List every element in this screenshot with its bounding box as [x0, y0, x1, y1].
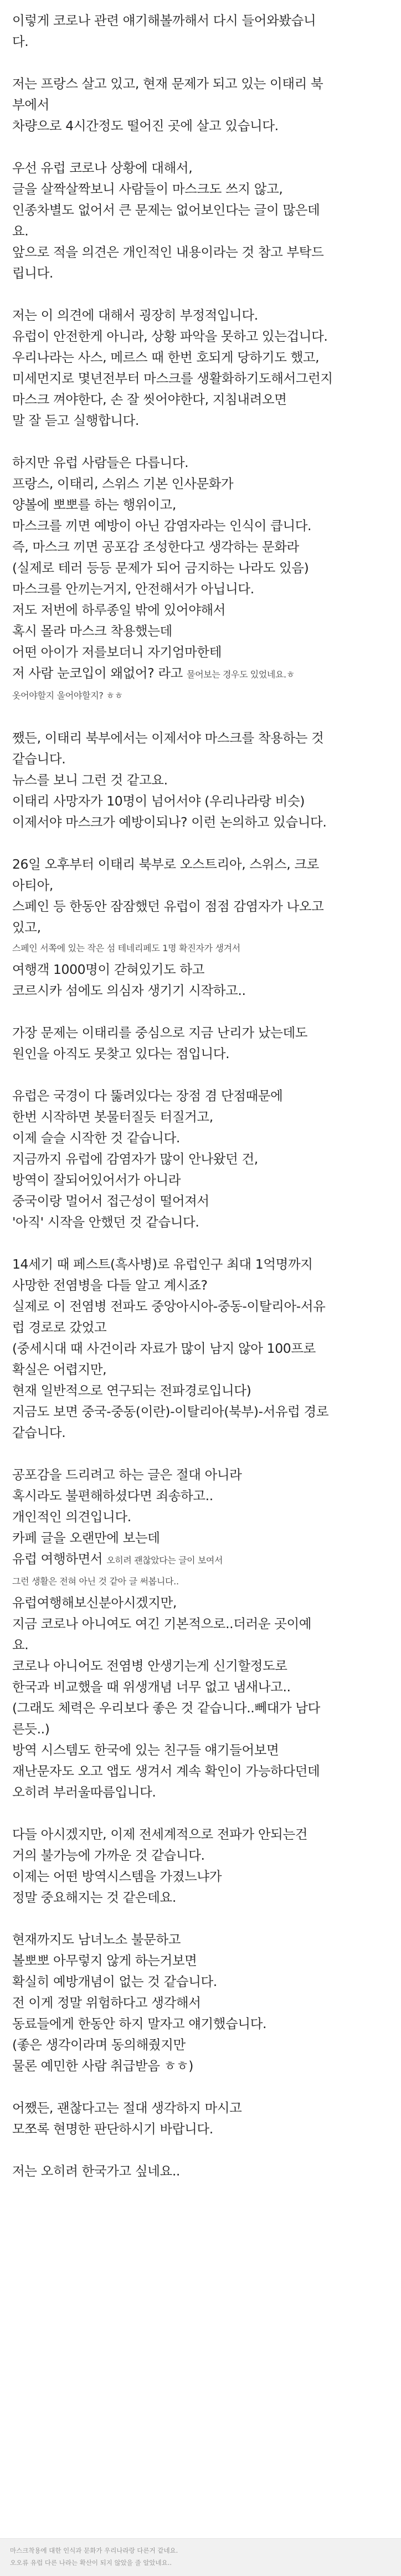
- text-line: 여행객 1000명이 갇혀있기도 하고: [12, 962, 205, 977]
- paragraph-spacer: [12, 1233, 389, 1254]
- text-line: 른듯..): [12, 1721, 50, 1737]
- text-line: 방역 시스템도 한국에 있는 친구들 얘기들어보면: [12, 1742, 279, 1758]
- text-line: 공포감을 드리려고 하는 글은 절대 아니라: [12, 1467, 242, 1482]
- text-main: 유럽 여행하면서: [12, 1551, 107, 1567]
- text-line: 코르시카 섬에도 의심자 생기기 시작하고..: [12, 983, 246, 998]
- text-line: 혹시라도 불편해하셨다면 죄송하고..: [12, 1488, 213, 1503]
- paragraph: [12, 2097, 389, 2139]
- text-line: '아직' 시작을 안했던 것 같습니다.: [12, 1214, 199, 1230]
- paragraph-spacer: [12, 2076, 389, 2097]
- text-line-small: 옷어야할지 울어야할지? ㅎㅎ: [12, 690, 123, 701]
- text-line: 있고,: [12, 920, 41, 935]
- text-line-small: 그런 생활은 전혀 아닌 것 같아 글 써봅니다..: [12, 1576, 179, 1587]
- text-line: [12, 663, 389, 685]
- text-line: 거의 불가능에 가까운 것 같습니다.: [12, 1848, 205, 1863]
- text-line: 사망한 전염병을 다들 알고 계시죠?: [12, 1277, 208, 1293]
- text-line: 가장 문제는 이태리를 중심으로 지금 난리가 났는데도: [12, 1025, 308, 1040]
- text-line: 립니다.: [12, 265, 53, 281]
- text-line: 글을 살짝살짝보니 사람들이 마스크도 쓰지 않고,: [12, 181, 283, 197]
- text-line: 다.: [12, 34, 29, 49]
- text-line: 코로나 아니어도 전염병 안생기는게 신기할정도로: [12, 1658, 287, 1674]
- paragraph: [12, 452, 389, 706]
- text-line: 요.: [12, 1637, 29, 1653]
- paragraph: [12, 1254, 389, 1443]
- text-line: 볼뽀뽀 아무렇지 않게 하는거보면: [12, 1953, 197, 1968]
- text-line: (중세시대 때 사건이라 자료가 많이 남지 않아 100프로: [12, 1341, 316, 1356]
- paragraph-spacer: [12, 1064, 389, 1085]
- paragraph: [12, 73, 389, 136]
- text-line: 지금까지 유럽에 감염자가 많이 안나왔던 건,: [12, 1151, 258, 1167]
- text-line: 확실히 예방개념이 없는 것 같습니다.: [12, 1974, 217, 1989]
- text-line: 카페 글을 오랜만에 보는데: [12, 1530, 160, 1546]
- text-line: 쨌든, 이태리 북부에서는 이제서야 마스크를 착용하는 것: [12, 730, 324, 746]
- text-line: 동료들에게 한동안 하지 말자고 얘기했습니다.: [12, 2016, 267, 2031]
- comment-line: 마스크착용에 대한 인식과 문화가 우리나라랑 다른거 같네요.: [10, 2547, 178, 2554]
- text-line: 이렇게 코로나 관련 얘기해볼까해서 다시 들어와봤습니: [12, 13, 316, 28]
- text-line: 한국과 비교했을 때 위생개념 너무 없고 냄새나고..: [12, 1679, 291, 1695]
- text-line: 저는 프랑스 살고 있고, 현재 문제가 되고 있는 이태리 북: [12, 76, 323, 91]
- text-line: 전 이게 정말 위험하다고 생각해서: [12, 1995, 201, 2010]
- text-line: 저는 오히려 한국가고 싶네요..: [12, 2163, 180, 2179]
- text-line: 오히려 부러울따름입니다.: [12, 1784, 156, 1800]
- paragraph: [12, 10, 389, 52]
- text-line: 재난문자도 오고 앱도 생겨서 계속 확인이 가능하다던데: [12, 1763, 320, 1779]
- paragraph-spacer: [12, 136, 389, 157]
- text-main: 저 사람 눈코입이 왜없어? 라고: [12, 665, 187, 681]
- text-line: (그래도 체력은 우리보다 좋은 것 같습니다..뻬대가 남다: [12, 1700, 320, 1716]
- text-line: 부에서: [12, 97, 49, 112]
- text-line: 유럽은 국경이 다 뚫려있다는 장점 겸 단점때문에: [12, 1088, 283, 1104]
- text-line: 앞으로 적을 의견은 개인적인 내용이라는 것 참고 부탁드: [12, 244, 324, 260]
- text-line: 원인을 아직도 못찾고 있다는 점입니다.: [12, 1046, 230, 1061]
- text-aside: 물어보는 경우도 있었네요.ㅎ: [187, 669, 295, 680]
- text-line: 하지만 유럽 사람들은 다릅니다.: [12, 455, 189, 470]
- text-line: 중국이랑 멀어서 접근성이 떨어져서: [12, 1193, 209, 1209]
- paragraph-spacer: [12, 1443, 389, 1464]
- text-line: 요.: [12, 223, 29, 239]
- text-line: 14세기 때 페스트(흑사병)로 유럽인구 최대 1억명까지: [12, 1256, 313, 1272]
- paragraph-spacer: [12, 1908, 389, 1929]
- paragraph-spacer: [12, 833, 389, 854]
- text-line: 우리나라는 사스, 메르스 때 한번 호되게 당하기도 했고,: [12, 350, 320, 365]
- paragraph-spacer: [12, 431, 389, 452]
- text-line: 저는 이 의견에 대해서 굉장히 부정적입니다.: [12, 307, 258, 323]
- comment-line: 오오류 유럽 다른 나라는 확산이 되지 않았을 줄 알았네요..: [10, 2559, 172, 2567]
- paragraph-spacer: [12, 1001, 389, 1022]
- comment-preview-bar[interactable]: [0, 2538, 401, 2576]
- text-line: 26일 오후부터 이태리 북부로 오스트리아, 스위스, 크로: [12, 856, 319, 872]
- text-line: [12, 1548, 389, 1571]
- text-line: 어쨌든, 괜찮다고는 절대 생각하지 마시고: [12, 2100, 242, 2116]
- text-line: 차량으로 4시간정도 떨어진 곳에 살고 있습니다.: [12, 118, 279, 134]
- paragraph: [12, 1085, 389, 1233]
- text-line: 마스크를 안끼는거지, 안전해서가 아닙니다.: [12, 581, 254, 597]
- text-line: 양볼에 뽀뽀를 하는 행위이고,: [12, 497, 176, 512]
- paragraph: [12, 157, 389, 284]
- text-line: 이제서야 마스크가 예방이되나? 이런 논의하고 있습니다.: [12, 814, 327, 830]
- text-line: 모쪼록 현명한 판단하시기 바랍니다.: [12, 2121, 213, 2137]
- text-line: (좋은 생각이라며 동의해줬지만: [12, 2037, 186, 2052]
- paragraph-spacer: [12, 284, 389, 305]
- text-line: 프랑스, 이태리, 스위스 기본 인사문화가: [12, 476, 234, 491]
- text-line: 마스크 껴야한다, 손 잘 씻어야한다, 지침내려오면: [12, 392, 287, 407]
- text-line: 실제로 이 전염병 전파도 중앙아시아-중동-이탈리아-서유: [12, 1299, 326, 1314]
- text-line: 이태리 사망자가 10명이 넘어서야 (우리나라랑 비슷): [12, 793, 305, 809]
- text-line: 어떤 아이가 저를보더니 자기엄마한테: [12, 644, 222, 660]
- text-line: 지금 코로나 아니여도 여긴 기본적으로..더러운 곳이예: [12, 1616, 312, 1631]
- text-line: 말 잘 듣고 실행합니다.: [12, 413, 139, 428]
- paragraph: [12, 2161, 389, 2182]
- text-line: 혹시 몰라 마스크 착용했는데: [12, 623, 172, 639]
- text-line: 우선 유럽 코로나 상황에 대해서,: [12, 160, 193, 176]
- paragraph: [12, 1464, 389, 1803]
- text-line: 스페인 등 한동안 잠잠했던 유럽이 점점 감염자가 나오고: [12, 899, 324, 914]
- text-line: 같습니다.: [12, 751, 66, 767]
- text-line: 이제 슬슬 시작한 것 같습니다.: [12, 1130, 180, 1146]
- text-line: 뉴스를 보니 그런 것 같고요.: [12, 772, 168, 788]
- text-line: 아티아,: [12, 878, 53, 893]
- paragraph-spacer: [12, 2139, 389, 2161]
- text-line: 저도 저번에 하루종일 밖에 있어야해서: [12, 602, 226, 618]
- paragraph: [12, 1022, 389, 1064]
- text-line: 미세먼지로 몇년전부터 마스크를 생활화하기도해서그런지: [12, 371, 333, 386]
- text-line: 이제는 어떤 방역시스템을 가졌느냐가: [12, 1869, 222, 1884]
- text-line: 마스크를 끼면 예방이 아닌 감염자라는 인식이 큽니다.: [12, 518, 312, 533]
- paragraph-spacer: [12, 1803, 389, 1824]
- text-line: 물론 예민한 사람 취급받음 ㅎㅎ): [12, 2058, 193, 2074]
- text-line: 현재까지도 남녀노소 불문하고: [12, 1932, 181, 1947]
- paragraph: [12, 1929, 389, 2076]
- text-line: 즉, 마스크 끼면 공포감 조성한다고 생각하는 문화라: [12, 539, 299, 555]
- text-line: 개인적인 의견입니다.: [12, 1509, 131, 1525]
- text-line: 다들 아시겠지만, 이제 전세계적으로 전파가 안되는건: [12, 1826, 308, 1842]
- text-line: 지금도 보면 중국-중동(이란)-이탈리아(북부)-서유럽 경로: [12, 1404, 329, 1419]
- paragraph: [12, 727, 389, 833]
- text-line: 유럽이 안전한게 아니라, 상황 파악을 못하고 있는겁니다.: [12, 329, 328, 344]
- text-line: 방역이 잘되어있어서가 아니라: [12, 1172, 181, 1188]
- text-aside: 오히려 괜찮았다는 글이 보여서: [106, 1555, 223, 1566]
- text-line: 인종차별도 없어서 큰 문제는 없어보인다는 글이 많은데: [12, 202, 320, 218]
- text-line-small: 스페인 서쪽에 있는 작은 섬 테네리페도 1명 확진자가 생겨서: [12, 943, 240, 953]
- paragraph: [12, 305, 389, 431]
- paragraph-spacer: [12, 52, 389, 73]
- text-line: 확실은 어렵지만,: [12, 1362, 107, 1377]
- text-line: (실제로 테러 등등 문제가 되어 금지하는 나라도 있음): [12, 560, 309, 576]
- text-line: 같습니다.: [12, 1425, 66, 1440]
- paragraph: [12, 854, 389, 1001]
- paragraph-spacer: [12, 706, 389, 727]
- text-line: 유럽여행해보신분아시겠지만,: [12, 1595, 177, 1610]
- text-line: 럽 경로로 갔었고: [12, 1320, 107, 1335]
- text-line: 한번 시작하면 봇물터질듯 터질거고,: [12, 1109, 213, 1125]
- paragraph: [12, 1824, 389, 1908]
- text-line: 정말 중요해지는 것 같은데요.: [12, 1890, 176, 1905]
- text-line: 현재 일반적으로 연구되는 전파경로입니다): [12, 1383, 251, 1398]
